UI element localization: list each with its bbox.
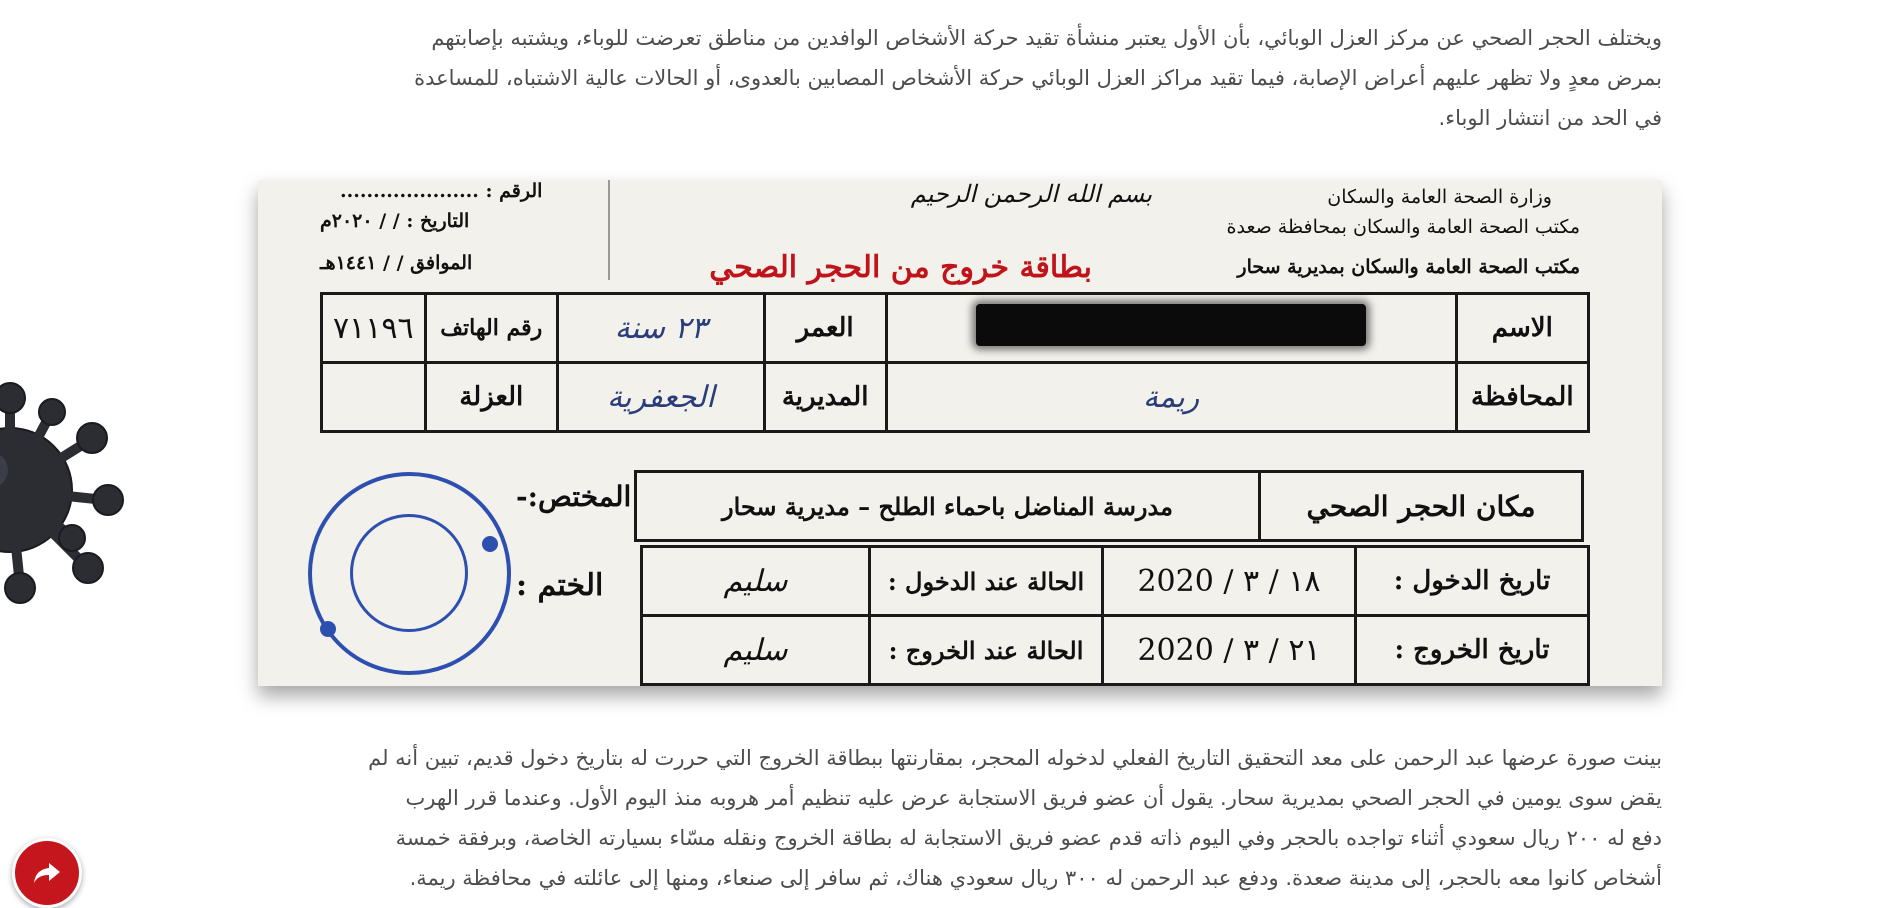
paragraph-line: في الحد من انتشار الوباء.: [1438, 106, 1662, 130]
paragraph-line: بمرض معدٍ ولا تظهر عليهم أعراض الإصابة، فيما تقيد مراكز العزل الوبائي حركة الأشخاص المصابين بالعدوى، أو الحالات عالية الاشتباه، للمساعدة: [414, 66, 1662, 90]
table-row: [642, 547, 1589, 616]
article-paragraph-top: [262, 18, 1662, 138]
hijri-date: الموافق / / ١٤٤١هـ: [320, 252, 473, 274]
stamp-dot: [482, 536, 498, 552]
paragraph-line: دفع له ٢٠٠ ريال سعودي أثناء تواجده بالحجر وفي اليوم ذاته قدم عضو فريق الاستجابة له بطاقة الخروج ونقله مسّاء بسيارته الخاصة، وبرفقة خمسة: [395, 826, 1662, 850]
share-button[interactable]: [12, 838, 82, 908]
phone-label: رقم الهاتف: [425, 294, 557, 363]
paragraph-line: بينت صورة عرضها عبد الرحمن على معد التحقيق التاريخ الفعلي لدخوله المحجر، بمقارنتها ببطاقة الخروج التي حررت له بتاريخ دخول قديم، تبين أنه لم: [368, 746, 1662, 770]
governorate-label: المحافظة: [1456, 363, 1588, 432]
redaction-bar: [976, 304, 1366, 346]
table-row: [322, 363, 1589, 432]
governorate-value: ريمة: [886, 363, 1456, 432]
quarantine-place-table: [634, 470, 1584, 542]
share-icon: [33, 861, 61, 885]
stamp-dot: [320, 621, 336, 637]
divider: [608, 180, 610, 280]
exit-date-value: ٢١ / ٣ / 2020: [1103, 616, 1356, 685]
exit-status-label: الحالة عند الخروج :: [870, 616, 1103, 685]
competent-label: المختص:-: [516, 480, 632, 513]
personal-info-table: [320, 292, 1590, 433]
dates-status-table: [640, 545, 1590, 686]
table-row: [322, 294, 1589, 363]
article-paragraph-bottom: [262, 738, 1662, 898]
age-value: ٢٣ سنة: [558, 294, 765, 363]
reference-number: الرقم : .....................: [340, 180, 543, 202]
uzla-label: العزلة: [425, 363, 557, 432]
paragraph-line: يقض سوى يومين في الحجر الصحي بمديرية سحار. يقول أن عضو فريق الاستجابة عرض عليه تنظيم أمر هروبه منذ اليوم الأول. وعندما قرر الهرب: [405, 786, 1662, 810]
exit-date-label: تاريخ الخروج :: [1356, 616, 1589, 685]
ministry-line-3: مكتب الصحة العامة والسكان بمديرية سحار: [1237, 256, 1580, 278]
entry-date-label: تاريخ الدخول :: [1356, 547, 1589, 616]
gregorian-date: التاريخ : / / ٢٠٢٠م: [320, 210, 470, 232]
entry-date-value: ١٨ / ٣ / 2020: [1103, 547, 1356, 616]
district-label: المديرية: [764, 363, 886, 432]
ministry-line-1: وزارة الصحة العامة والسكان: [1327, 186, 1552, 208]
table-row: [642, 616, 1589, 685]
ministry-line-2: مكتب الصحة العامة والسكان بمحافظة صعدة: [1226, 216, 1580, 238]
official-stamp: [308, 472, 511, 675]
entry-status-label: الحالة عند الدخول :: [870, 547, 1103, 616]
stamp-inner-ring: [350, 514, 468, 632]
place-label: مكان الحجر الصحي: [1260, 472, 1583, 541]
phone-value: ٧١١٩٦: [322, 294, 426, 363]
paragraph-line: أشخاص كانوا معه بالحجر، إلى مدينة صعدة. ودفع عبد الرحمن له ٣٠٠ ريال سعودي هناك، ثم سافر إلى صنعاء، ومنها إلى عائلته في محافظة ريمة.: [409, 866, 1662, 890]
uzla-value: [322, 363, 426, 432]
basmala: بسم الله الرحمن الرحيم: [910, 180, 1152, 208]
name-value: [886, 294, 1456, 363]
table-row: [636, 472, 1583, 541]
paragraph-line: ويختلف الحجر الصحي عن مركز العزل الوبائي، بأن الأول يعتبر منشأة تقيد حركة الأشخاص الوافدين من مناطق تعرضت للوباء، ويشتبه بإصابتهم: [431, 26, 1662, 50]
virus-illustration-icon: [0, 360, 130, 620]
name-label: الاسم: [1456, 294, 1588, 363]
quarantine-exit-card-image: [258, 180, 1662, 686]
district-value: الجعفرية: [558, 363, 765, 432]
exit-status-value: سليم: [642, 616, 870, 685]
card-title: بطاقة خروج من الحجر الصحي: [709, 250, 1092, 285]
place-value: مدرسة المناضل باحماء الطلح – مديرية سحار: [636, 472, 1260, 541]
stamp-label: الختم :: [516, 568, 604, 603]
entry-status-value: سليم: [642, 547, 870, 616]
age-label: العمر: [764, 294, 886, 363]
